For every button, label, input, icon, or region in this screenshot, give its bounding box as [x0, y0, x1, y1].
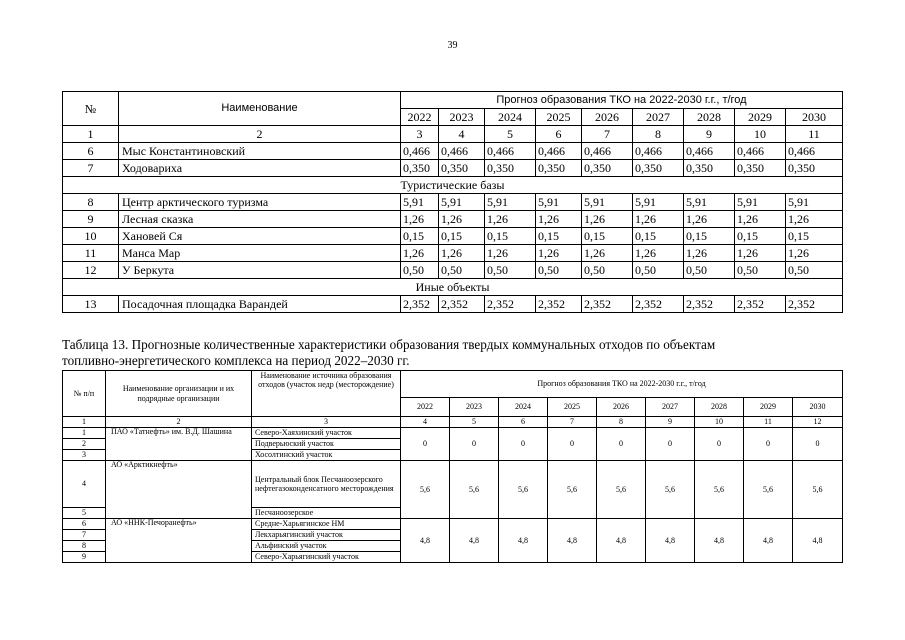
row-name: Ходовариха	[119, 160, 401, 177]
value-cell: 0,350	[485, 160, 536, 177]
value-cell: 0,15	[684, 228, 735, 245]
value-cell: 0,50	[786, 262, 843, 279]
column-index: 2	[119, 126, 401, 143]
value-cell: 0,15	[401, 228, 439, 245]
value-cell: 1,26	[633, 245, 684, 262]
column-index: 7	[582, 126, 633, 143]
table-row	[63, 160, 843, 177]
value-cell: 0,15	[485, 228, 536, 245]
source-name: Северо-Хаяхинский участок	[252, 428, 401, 439]
value-cell: 0	[548, 428, 597, 461]
value-cell: 0,50	[485, 262, 536, 279]
value-cell: 0,350	[536, 160, 582, 177]
value-cell: 1,26	[439, 211, 485, 228]
value-cell: 4,8	[401, 519, 450, 563]
value-cell: 1,26	[582, 211, 633, 228]
column-index: 10	[695, 417, 744, 428]
value-cell: 0	[499, 428, 548, 461]
column-index: 7	[548, 417, 597, 428]
organization-name: АО «ННК-Печоранефть»	[106, 519, 252, 563]
column-index: 6	[499, 417, 548, 428]
value-cell: 0	[401, 428, 450, 461]
caption-line-1: Таблица 13. Прогнозные количественные характеристики образования твердых коммунальных отходов по объектам	[62, 337, 716, 352]
table-row	[63, 228, 843, 245]
row-number: 8	[63, 194, 119, 211]
row-number: 6	[63, 143, 119, 160]
year-header: 2022	[401, 109, 439, 126]
value-cell: 0,466	[786, 143, 843, 160]
value-cell: 5,6	[695, 461, 744, 519]
table-13-caption	[62, 337, 842, 369]
value-cell: 1,26	[536, 245, 582, 262]
forecast-header: Прогноз образования ТКО на 2022-2030 г.г., т/год	[401, 371, 843, 398]
value-cell: 0	[450, 428, 499, 461]
value-cell: 4,8	[499, 519, 548, 563]
caption-line-2: топливно-энергетического комплекса на период 2022–2030 гг.	[62, 353, 410, 368]
value-cell: 1,26	[684, 211, 735, 228]
value-cell: 5,6	[597, 461, 646, 519]
value-cell: 4,8	[793, 519, 843, 563]
year-header: 2030	[793, 398, 843, 417]
organization-name: АО «Арктикнефть»	[106, 461, 252, 519]
value-cell: 0,50	[536, 262, 582, 279]
table-row	[63, 211, 843, 228]
source-name: Лекхарьягинский участок	[252, 530, 401, 541]
value-cell: 5,91	[786, 194, 843, 211]
year-header: 2028	[684, 109, 735, 126]
column-index: 2	[106, 417, 252, 428]
value-cell: 2,352	[735, 296, 786, 313]
value-cell: 0	[793, 428, 843, 461]
row-number: 3	[63, 450, 106, 461]
row-number: 7	[63, 530, 106, 541]
column-index: 4	[439, 126, 485, 143]
source-name: Хосолтинский участок	[252, 450, 401, 461]
header-row	[63, 92, 843, 109]
row-number: 6	[63, 519, 106, 530]
value-cell: 1,26	[786, 245, 843, 262]
value-cell: 4,8	[548, 519, 597, 563]
source-name: Альфинский участок	[252, 541, 401, 552]
value-cell: 0,466	[582, 143, 633, 160]
year-header: 2023	[439, 109, 485, 126]
row-number: 11	[63, 245, 119, 262]
value-cell: 0,466	[485, 143, 536, 160]
index-row	[63, 126, 843, 143]
value-cell: 0,50	[401, 262, 439, 279]
value-cell: 0	[695, 428, 744, 461]
source-name: Подверьюский участок	[252, 439, 401, 450]
value-cell: 4,8	[597, 519, 646, 563]
value-cell: 2,352	[684, 296, 735, 313]
value-cell: 5,6	[401, 461, 450, 519]
row-name: Лесная сказка	[119, 211, 401, 228]
value-cell: 0,15	[439, 228, 485, 245]
value-cell: 0,50	[439, 262, 485, 279]
forecast-header: Прогноз образования ТКО на 2022-2030 г.г., т/год	[401, 92, 843, 109]
value-cell: 1,26	[786, 211, 843, 228]
year-header: 2022	[401, 398, 450, 417]
source-name: Средне-Харьягинское НМ	[252, 519, 401, 530]
section-tourist-bases: Туристические базы	[63, 177, 843, 194]
value-cell: 1,26	[401, 211, 439, 228]
source-name: Песчаноозерское	[252, 508, 401, 519]
year-header: 2026	[582, 109, 633, 126]
value-cell: 0,466	[684, 143, 735, 160]
waste-forecast-table-13	[62, 370, 843, 563]
column-index: 9	[646, 417, 695, 428]
value-cell: 5,91	[536, 194, 582, 211]
row-name: Мыс Константиновский	[119, 143, 401, 160]
value-cell: 0,350	[684, 160, 735, 177]
row-number: 10	[63, 228, 119, 245]
value-cell: 0,350	[439, 160, 485, 177]
year-header: 2026	[597, 398, 646, 417]
row-number: 7	[63, 160, 119, 177]
value-cell: 2,352	[401, 296, 439, 313]
row-number: 9	[63, 552, 106, 563]
row-number: 1	[63, 428, 106, 439]
value-cell: 1,26	[401, 245, 439, 262]
value-cell: 0,50	[582, 262, 633, 279]
value-cell: 0	[646, 428, 695, 461]
waste-forecast-table-1	[62, 91, 843, 313]
column-index: 11	[744, 417, 793, 428]
year-header: 2029	[735, 109, 786, 126]
column-index: 5	[485, 126, 536, 143]
page-number: 39	[447, 40, 458, 51]
value-cell: 4,8	[695, 519, 744, 563]
col-number-header: № п/п	[63, 371, 106, 417]
column-index: 1	[63, 417, 106, 428]
row-number: 8	[63, 541, 106, 552]
value-cell: 4,8	[450, 519, 499, 563]
value-cell: 0	[597, 428, 646, 461]
value-cell: 1,26	[633, 211, 684, 228]
value-cell: 0,15	[735, 228, 786, 245]
column-index: 5	[450, 417, 499, 428]
row-name: Центр арктического туризма	[119, 194, 401, 211]
row-number: 2	[63, 439, 106, 450]
value-cell: 5,6	[793, 461, 843, 519]
value-cell: 0,350	[786, 160, 843, 177]
value-cell: 2,352	[786, 296, 843, 313]
section-tourist-bases-row	[63, 177, 843, 194]
table-row	[63, 461, 843, 508]
source-name: Центральный блок Песчаноозерского нефтегазоконденсатного месторождения	[252, 461, 401, 508]
value-cell: 0,50	[633, 262, 684, 279]
row-name: У Беркута	[119, 262, 401, 279]
row-number: 12	[63, 262, 119, 279]
value-cell: 0,350	[582, 160, 633, 177]
value-cell: 0,15	[536, 228, 582, 245]
value-cell: 0,15	[582, 228, 633, 245]
source-name: Северо-Харьягинский участок	[252, 552, 401, 563]
value-cell: 1,26	[485, 211, 536, 228]
value-cell: 1,26	[684, 245, 735, 262]
col-number-header: №	[63, 92, 119, 126]
value-cell: 2,352	[485, 296, 536, 313]
row-number: 4	[63, 461, 106, 508]
value-cell: 5,91	[401, 194, 439, 211]
value-cell: 0,466	[401, 143, 439, 160]
column-index: 8	[633, 126, 684, 143]
column-index: 9	[684, 126, 735, 143]
value-cell: 0,50	[735, 262, 786, 279]
value-cell: 0,466	[536, 143, 582, 160]
value-cell: 5,6	[744, 461, 793, 519]
section-other-objects-row	[63, 279, 843, 296]
value-cell: 5,6	[548, 461, 597, 519]
value-cell: 1,26	[439, 245, 485, 262]
column-index: 6	[536, 126, 582, 143]
year-header: 2027	[633, 109, 684, 126]
year-header: 2029	[744, 398, 793, 417]
value-cell: 1,26	[485, 245, 536, 262]
value-cell: 1,26	[735, 211, 786, 228]
year-header: 2030	[786, 109, 843, 126]
value-cell: 0,466	[633, 143, 684, 160]
value-cell: 0,15	[633, 228, 684, 245]
index-row	[63, 417, 843, 428]
value-cell: 1,26	[582, 245, 633, 262]
col-source-header: Наименование источника образования отходов (участок недр (месторождение)	[252, 371, 401, 417]
column-index: 4	[401, 417, 450, 428]
value-cell: 5,6	[499, 461, 548, 519]
header-row	[63, 371, 843, 398]
year-header: 2024	[485, 109, 536, 126]
column-index: 11	[786, 126, 843, 143]
col-org-header: Наименование организации и их подрядные организации	[106, 371, 252, 417]
value-cell: 2,352	[582, 296, 633, 313]
value-cell: 0,50	[684, 262, 735, 279]
table-row	[63, 194, 843, 211]
value-cell: 0,350	[633, 160, 684, 177]
row-number: 13	[63, 296, 119, 313]
value-cell: 4,8	[744, 519, 793, 563]
value-cell: 0	[744, 428, 793, 461]
value-cell: 5,91	[684, 194, 735, 211]
value-cell: 0,350	[735, 160, 786, 177]
organization-name: ПАО «Татнефть» им. В.Д. Шашина	[106, 428, 252, 461]
value-cell: 5,6	[646, 461, 695, 519]
row-name: Посадочная площадка Варандей	[119, 296, 401, 313]
column-index: 8	[597, 417, 646, 428]
value-cell: 0,466	[735, 143, 786, 160]
row-number: 9	[63, 211, 119, 228]
value-cell: 5,91	[439, 194, 485, 211]
table-row	[63, 245, 843, 262]
table-row	[63, 262, 843, 279]
value-cell: 0,15	[786, 228, 843, 245]
value-cell: 5,91	[735, 194, 786, 211]
column-index: 12	[793, 417, 843, 428]
table-row	[63, 296, 843, 313]
column-index: 10	[735, 126, 786, 143]
value-cell: 2,352	[536, 296, 582, 313]
value-cell: 1,26	[536, 211, 582, 228]
value-cell: 5,6	[450, 461, 499, 519]
year-header: 2023	[450, 398, 499, 417]
value-cell: 2,352	[439, 296, 485, 313]
table-row	[63, 428, 843, 439]
year-header: 2025	[536, 109, 582, 126]
row-name: Манса Мар	[119, 245, 401, 262]
section-other-objects: Иные объекты	[63, 279, 843, 296]
year-header: 2027	[646, 398, 695, 417]
table-row	[63, 519, 843, 530]
column-index: 1	[63, 126, 119, 143]
row-name: Хановей Ся	[119, 228, 401, 245]
value-cell: 2,352	[633, 296, 684, 313]
value-cell: 4,8	[646, 519, 695, 563]
year-header: 2024	[499, 398, 548, 417]
value-cell: 0,350	[401, 160, 439, 177]
table-row	[63, 143, 843, 160]
year-header: 2028	[695, 398, 744, 417]
value-cell: 1,26	[735, 245, 786, 262]
column-index: 3	[252, 417, 401, 428]
value-cell: 5,91	[582, 194, 633, 211]
col-name-header: Наименование	[119, 92, 401, 126]
value-cell: 0,466	[439, 143, 485, 160]
value-cell: 5,91	[485, 194, 536, 211]
row-number: 5	[63, 508, 106, 519]
column-index: 3	[401, 126, 439, 143]
value-cell: 5,91	[633, 194, 684, 211]
year-header: 2025	[548, 398, 597, 417]
